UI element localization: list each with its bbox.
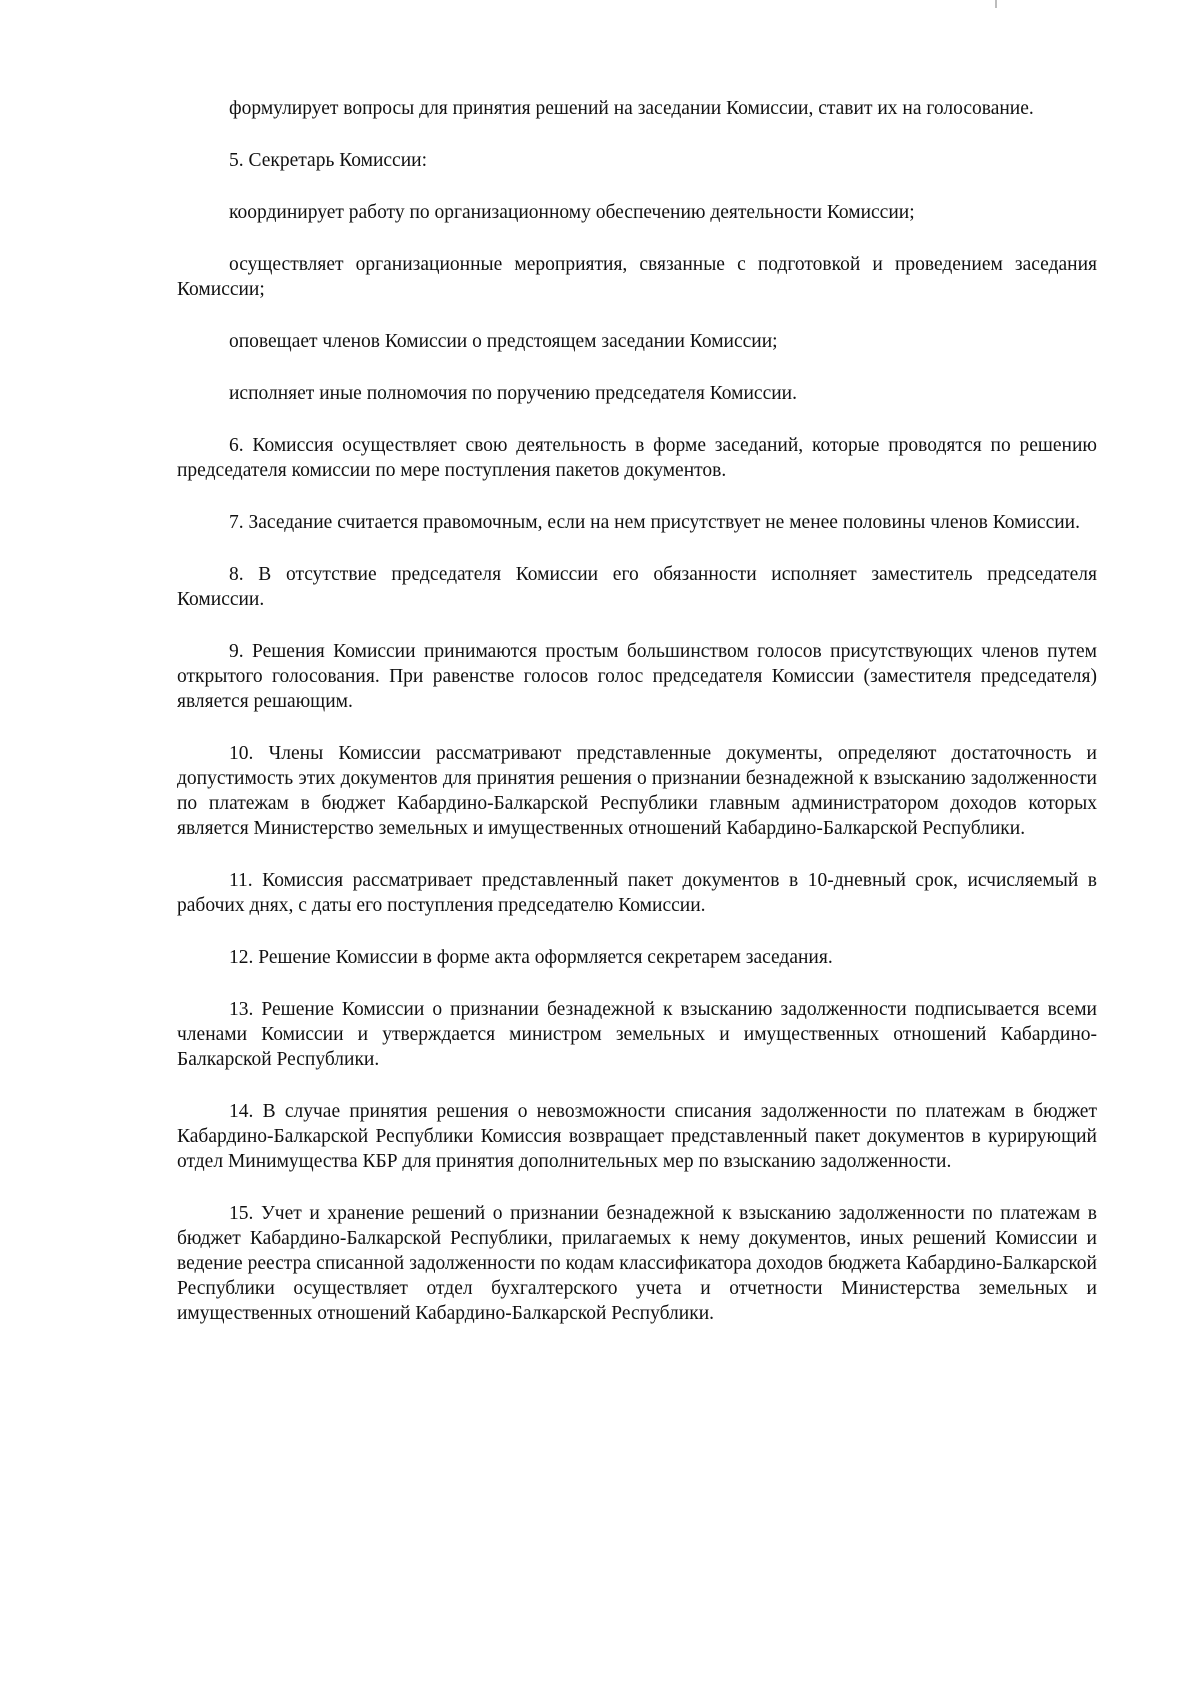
scan-artifact bbox=[995, 0, 997, 8]
paragraph-8: 8. В отсутствие председателя Комиссии его обязанности исполняет заместитель председателя Комиссии. bbox=[177, 564, 1097, 610]
paragraph-14: 14. В случае принятия решения о невозможности списания задолженности по платежам в бюджет Кабардино-Балкарской Республики Комиссия возвращает представленный пакет документов в курирующий отдел Минимущества КБР для принятия дополнительных мер по взысканию задолженности. bbox=[177, 1101, 1097, 1172]
paragraph-chair-duties-end: формулирует вопросы для принятия решений на заседании Комиссии, ставит их на голосование. bbox=[229, 98, 1034, 119]
paragraph-15: 15. Учет и хранение решений о признании безнадежной к взысканию задолженности по платежам в бюджет Кабардино-Балкарской Республики, прилагаемых к нему документов, иных решений Комиссии и ведение реестра списанной задолженности по кодам классификатора доходов бюджета Кабардино-Балкарской Республики осуществляет отдел бухгалтерского учета и отчетности Министерства земельных и имущественных отношений Кабардино-Балкарской Республики. bbox=[177, 1203, 1097, 1324]
paragraph-13: 13. Решение Комиссии о признании безнадежной к взысканию задолженности подписывается всеми членами Комиссии и утверждается министром земельных и имущественных отношений Кабардино-Балкарской Республики. bbox=[177, 999, 1097, 1070]
paragraph-11: 11. Комиссия рассматривает представленный пакет документов в 10-дневный срок, исчисляемый в рабочих днях, с даты его поступления председателю Комиссии. bbox=[177, 870, 1097, 916]
paragraph-secretary-notifies: оповещает членов Комиссии о предстоящем заседании Комиссии; bbox=[229, 331, 778, 352]
paragraph-secretary-coordinates: координирует работу по организационному обеспечению деятельности Комиссии; bbox=[229, 202, 915, 223]
paragraph-secretary-organizes: осуществляет организационные мероприятия, связанные с подготовкой и проведением заседания Комиссии; bbox=[177, 254, 1097, 300]
paragraph-secretary-heading: 5. Секретарь Комиссии: bbox=[229, 150, 427, 171]
paragraph-9: 9. Решения Комиссии принимаются простым большинством голосов присутствующих членов путем открытого голосования. При равенстве голосов голос председателя Комиссии (заместителя председателя) является решающим. bbox=[177, 641, 1097, 712]
paragraph-secretary-other: исполняет иные полномочия по поручению председателя Комиссии. bbox=[229, 383, 797, 404]
paragraph-10: 10. Члены Комиссии рассматривают представленные документы, определяют достаточность и допустимость этих документов для принятия решения о признании безнадежной к взысканию задолженности по платежам в бюджет Кабардино-Балкарской Республики главным администратором доходов которых является Министерство земельных и имущественных отношений Кабардино-Балкарской Республики. bbox=[177, 743, 1097, 839]
paragraph-6: 6. Комиссия осуществляет свою деятельность в форме заседаний, которые проводятся по решению председателя комиссии по мере поступления пакетов документов. bbox=[177, 435, 1097, 481]
paragraph-7: 7. Заседание считается правомочным, если на нем присутствует не менее половины членов Комиссии. bbox=[229, 512, 1080, 533]
paragraph-12: 12. Решение Комиссии в форме акта оформляется секретарем заседания. bbox=[229, 947, 833, 968]
document-body bbox=[177, 96, 1097, 1353]
